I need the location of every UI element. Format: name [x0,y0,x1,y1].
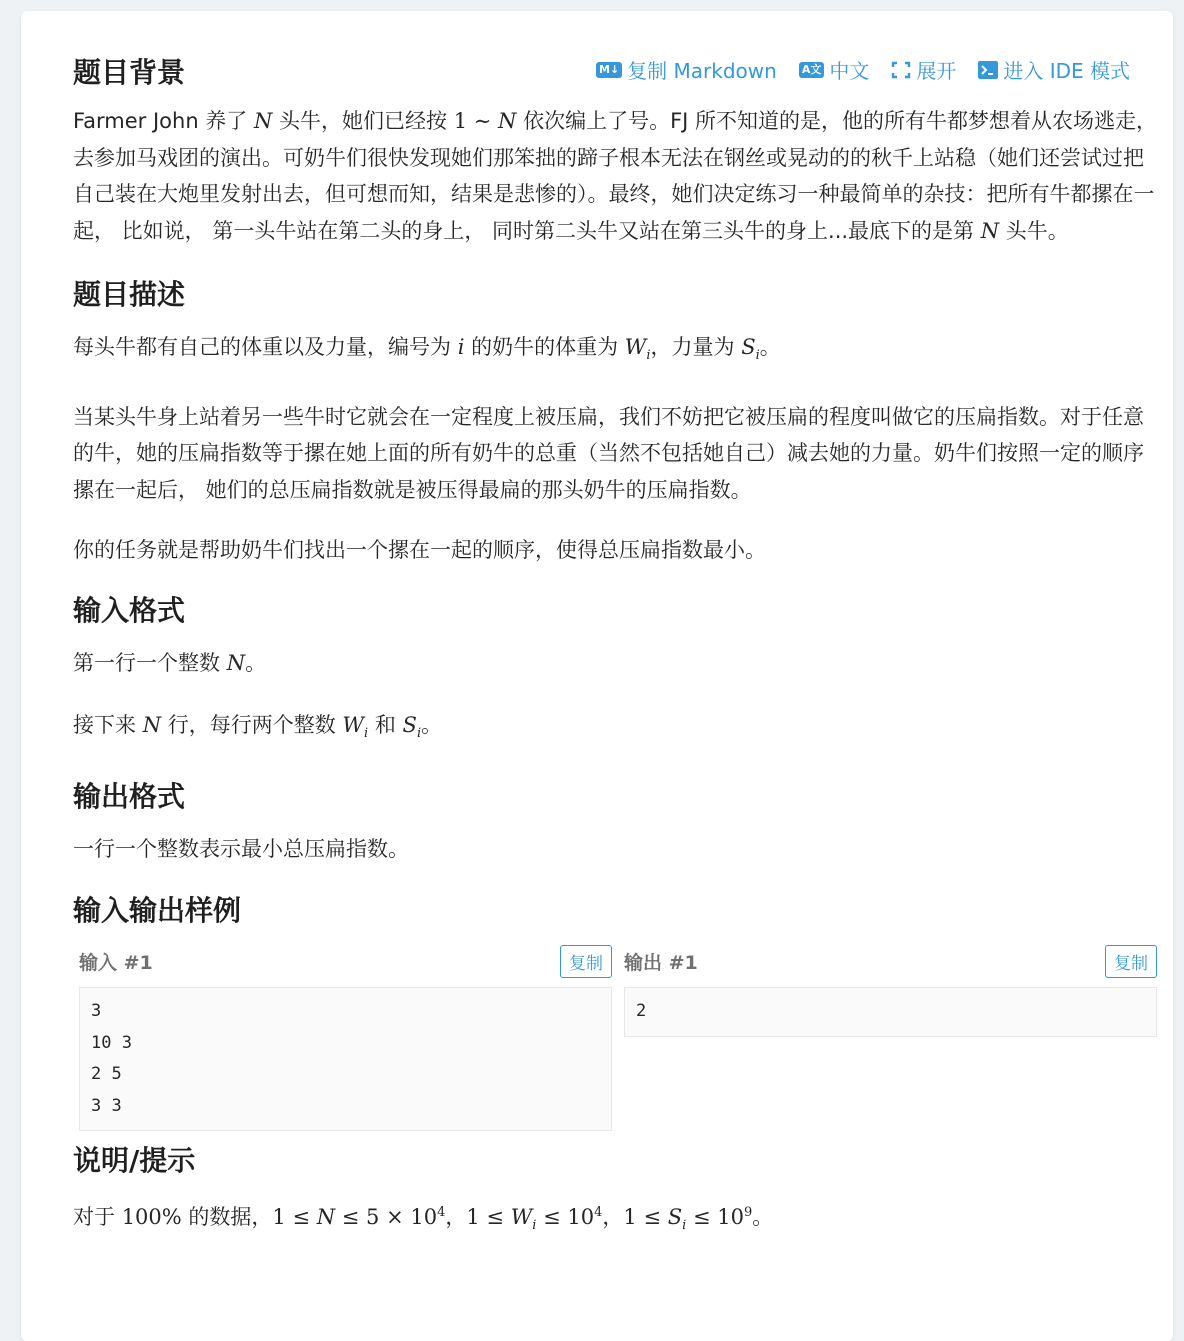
input-format-line1 [73,645,1163,682]
input-format-line2 [73,707,1163,753]
input-format-title: 输入格式 [73,593,186,627]
in-text-1: 第一行一个整数 [73,650,227,675]
sample-output-code[interactable]: 2 [624,987,1157,1037]
subscript-i: i [682,1218,687,1234]
bg-text-2: 头牛，她们已经按 [272,109,454,133]
hint-w-lower: 1 ≤ [466,1205,511,1230]
markdown-icon: M↓ [596,62,622,78]
var-s: S [667,1205,683,1230]
hint-sep: ， [602,1205,624,1230]
subscript-i: i [364,726,369,742]
in-text-3: 接下来 [73,713,143,738]
num-one: 1 [453,109,468,133]
subscript-i: i [532,1218,537,1234]
hint-text [73,1195,1163,1245]
background-title: 题目背景 [73,56,186,89]
exponent-9: 9 [743,1205,753,1221]
in-text-2: 。 [245,650,267,675]
var-n: N [498,109,517,133]
copy-markdown-label: 复制 Markdown [627,59,777,83]
description-p1 [73,329,1163,375]
var-n: N [226,650,246,675]
output-format-text: 一行一个整数表示最小总压扁指数。 [73,836,409,861]
output-format-title: 输出格式 [73,779,186,813]
ide-mode-label: 进入 IDE 模式 [1003,59,1130,83]
in-text-6: 。 [421,713,443,738]
hint-w-upper: ≤ 10 [536,1205,595,1230]
var-s: S [741,335,756,359]
copy-output-button[interactable]: 复制 [1105,945,1157,978]
description-p3: 你的任务就是帮助奶牛们找出一个摞在一起的顺序，使得总压扁指数最小。 [73,538,766,563]
copy-input-button[interactable]: 复制 [560,945,612,978]
hint-n-lower: 1 ≤ [272,1205,317,1230]
var-n: N [142,713,162,738]
samples-title: 输入输出样例 [73,894,242,928]
subscript-i: i [646,348,651,364]
in-text-5: 和 [368,713,403,738]
sample-input-code[interactable]: 3 10 3 2 5 3 3 [79,987,612,1131]
description-p2: 当某头牛身上站着另一些牛时它就会在一定程度上被压扁，我们不妨把它被压扁的程度叫做它的压扁指数。对于任意的牛，她的压扁指数等于摞在她上面的所有奶牛的总重（当然不包括她自己）减去她的力量。奶牛们按照一定的顺序摞在一起后， 她们的总压扁指数就是被压得最扁的那头奶牛的压扁指数。 [73,404,1144,502]
sample-input [79,945,612,1131]
desc-text-1: 每头牛都有自己的体重以及力量，编号为 [73,335,458,359]
desc-text-3: ，力量为 [650,335,742,359]
bg-text-4: 头牛。 [999,218,1069,243]
var-n: N [316,1205,336,1230]
in-text-4: 行，每行两个整数 [161,713,343,738]
hint-n-upper: ≤ 5 × 10 [335,1205,438,1230]
hint-end: 。 [752,1205,774,1230]
hint-s-lower: 1 ≤ [623,1205,668,1230]
var-s: S [402,713,417,738]
var-n: N [980,218,1000,243]
sample-input-header [79,945,612,977]
hint-percent: 100% [121,1205,182,1230]
subscript-i: i [755,348,760,364]
var-n: N [253,109,273,133]
sample-input-title: 输入 #1 [79,951,153,974]
problem-card [21,11,1173,1341]
var-i: i [457,335,465,359]
hint-s-upper: ≤ 10 [686,1205,744,1230]
tilde: ∼ [467,109,499,133]
sample-output-header [624,945,1157,977]
hint-title: 说明/提示 [73,1144,196,1178]
var-w: W [624,335,647,359]
samples-container [73,945,1163,1131]
sample-output [624,945,1157,1131]
expand-label: 展开 [916,59,957,83]
var-w: W [342,713,365,738]
hint-text-1: 对于 [73,1205,122,1230]
desc-text-2: 的奶牛的体重为 [464,335,625,359]
hint-text-2: 的数据， [181,1205,273,1230]
language-label: 中文 [829,59,870,83]
exponent-4: 4 [594,1205,603,1221]
subscript-i: i [416,726,422,742]
description-title: 题目描述 [73,278,186,311]
sample-output-title: 输出 #1 [624,951,698,974]
translate-icon: A文 [799,62,825,78]
problem-content [73,53,1163,1245]
hint-sep: ， [445,1205,467,1230]
var-w: W [510,1205,533,1230]
bg-text-1: Farmer John 养了 [73,109,254,133]
desc-text-4: 。 [759,335,781,359]
bg-text-3: 依次编上了号。FJ 所不知道的是，他的所有牛都梦想着从农场逃走，去参加马戏团的演出。可奶牛们很快发现她们那笨拙的蹄子根本无法在钢丝或晃动的的秋千上站稳（她们还尝试过把自己装在大炮里发射出去，但可想而知，结果是悲惨的）。最终，她们决定练习一种最简单的杂技：把所有牛都摞在一起， 比如说， 第一头牛站在第二头的身上， 同时第二头牛又站在第三头牛的身上...最底下的是第 [73,109,1158,243]
exponent-4: 4 [437,1205,446,1221]
background-text [73,103,1163,249]
